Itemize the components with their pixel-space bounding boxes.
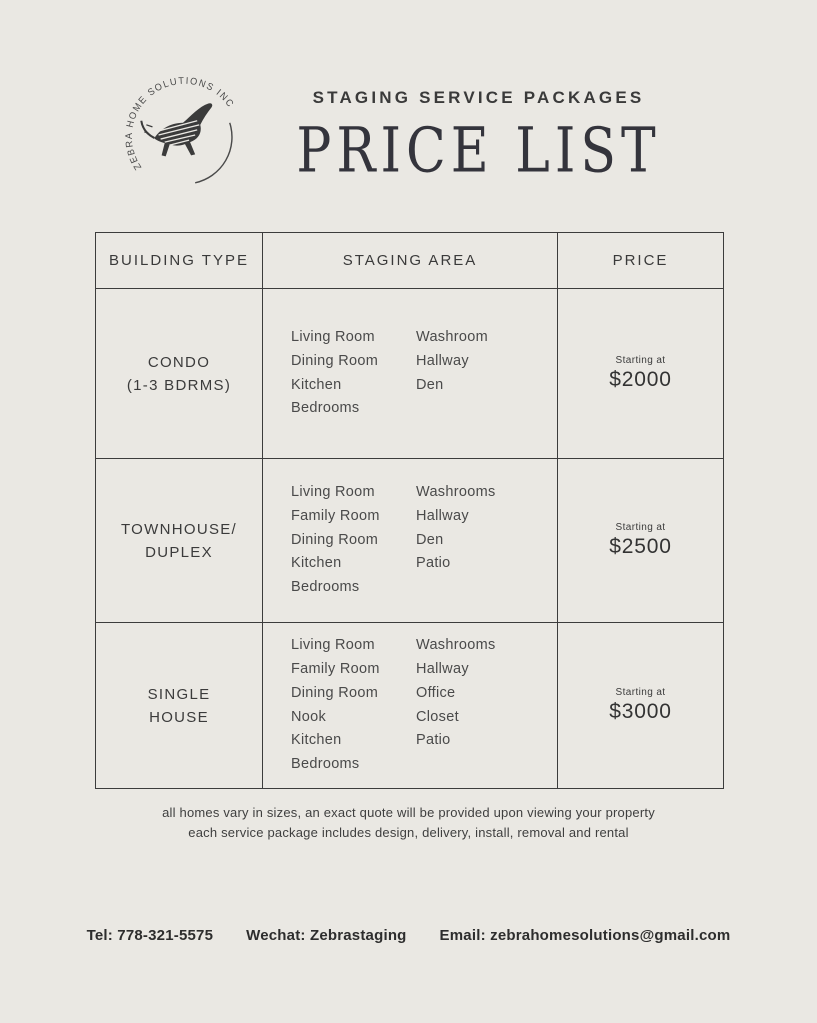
header-staging-area: STAGING AREA [263,233,558,289]
contact-email: Email: zebrahomesolutions@gmail.com [439,927,731,944]
area-list-left [291,481,416,600]
pricing-table [95,232,724,789]
header [180,88,777,187]
price-amount: $3000 [609,700,672,723]
table-row-single-house [96,623,724,789]
staging-area-cell [263,623,558,789]
building-type-line2: (1-3 BDRMS) [126,376,232,394]
area-item: Office [416,684,456,701]
contact-bar [0,927,817,944]
price-cell [558,289,724,459]
footnotes [0,803,817,843]
footnote-line: each service package includes design, delivery, install, removal and rental [188,825,629,840]
area-list-right [416,326,488,421]
area-item: Patio [416,555,451,572]
area-item: Nook [291,708,327,725]
price-cell [558,623,724,789]
area-item: Kitchen [291,555,342,572]
price-cell [558,459,724,623]
header-price: PRICE [558,233,724,289]
area-item: Hallway [416,507,469,524]
area-item: Living Room [291,637,375,654]
building-type-cell [96,289,263,459]
price-prefix: Starting at [615,687,666,698]
price-prefix: Starting at [615,522,666,533]
area-list-left [291,634,416,776]
area-item: Family Room [291,507,380,524]
area-list-right [416,634,496,776]
area-item: Bedrooms [291,579,360,596]
area-item: Kitchen [291,376,342,393]
area-item: Living Room [291,329,375,346]
contact-tel: Tel: 778-321-5575 [86,927,214,944]
page-title [180,116,777,187]
area-item: Washrooms [416,637,496,654]
table-header-row [96,233,724,289]
area-item: Patio [416,732,451,749]
area-item: Washroom [416,329,488,346]
building-type-line2: DUPLEX [145,543,213,561]
area-list-right [416,481,496,600]
area-item: Dining Room [291,684,379,701]
contact-wechat: Wechat: Zebrastaging [246,927,407,944]
price-amount: $2000 [609,368,672,391]
area-item: Bedrooms [291,755,360,772]
table-row-condo [96,289,724,459]
staging-area-cell [263,459,558,623]
subtitle: STAGING SERVICE PACKAGES [312,88,645,107]
price-prefix: Starting at [615,355,666,366]
area-item: Bedrooms [291,400,360,417]
page-title-text: PRICE LIST [296,116,661,187]
price-amount: $2500 [609,535,672,558]
area-item: Dining Room [291,352,379,369]
area-list-left [291,326,416,421]
staging-area-cell [263,289,558,459]
building-type-line2: HOUSE [149,708,209,726]
area-item: Hallway [416,661,469,678]
building-type-line1: TOWNHOUSE/ [120,520,238,538]
logo-circle-text: ZEBRA HOME SOLUTIONS INC [124,75,237,172]
area-item: Dining Room [291,531,379,548]
area-item: Living Room [291,484,375,501]
building-type-line1: CONDO [147,353,211,371]
area-item: Washrooms [416,484,496,501]
table-row-townhouse [96,459,724,623]
area-item: Closet [416,708,459,725]
header-building-type: BUILDING TYPE [96,233,263,289]
area-item: Hallway [416,352,469,369]
area-item: Den [416,376,444,393]
area-item: Family Room [291,661,380,678]
area-item: Kitchen [291,732,342,749]
area-item: Den [416,531,444,548]
building-type-cell [96,459,263,623]
footnote-line: all homes vary in sizes, an exact quote will be provided upon viewing your property [162,805,655,820]
building-type-line1: SINGLE [147,685,211,703]
building-type-cell [96,623,263,789]
